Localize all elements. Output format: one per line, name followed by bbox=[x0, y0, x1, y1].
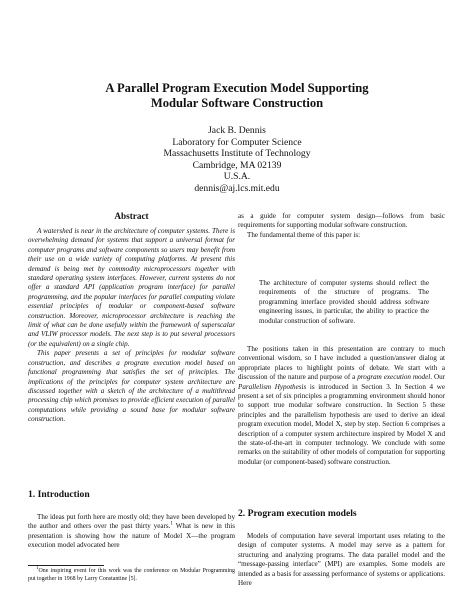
intro-continuation: as a guide for computer system design—follows from basic requirements for supporting modular software construction. bbox=[238, 212, 445, 230]
abstract-heading: Abstract bbox=[114, 211, 149, 221]
paper-title bbox=[0, 81, 474, 111]
section-2-paragraph: Models of computation have several important uses relating to the design of computer systems. A model may serve as a pattern for structuring and analyzing programs. The data parallel model and the “message-passing interface” (MPI) are examples. Some models are intended as a basis for assessing performance of systems or applications. Here bbox=[238, 532, 445, 588]
footnote-reference: 1 bbox=[170, 522, 173, 528]
author-country: U.S.A. bbox=[223, 171, 251, 183]
abstract-paragraph-2: This paper presents a set of principles for modular software construction, and describes a program execution model based on functional programming that satisfies the set of principles. The implications of the principles for computer system architecture are discussed together with a sketch of the architecture of a multithread processing chip which promises to provide efficient execution of parallel computations while providing a sound base for modular software construction. bbox=[28, 349, 235, 424]
author-email: dennis@aj.lcs.mit.edu bbox=[194, 182, 280, 194]
footnote bbox=[28, 568, 235, 584]
positions-emphasis-1: program execution model bbox=[357, 373, 431, 382]
author-city: Cambridge, MA 02139 bbox=[192, 159, 282, 171]
positions-text-b: . Our bbox=[430, 373, 445, 382]
theme-intro: The fundamental theme of this paper is: bbox=[247, 230, 361, 239]
theme-block-quote: The architecture of computer systems should reflect the requirements of the structure of programs. The programming interface provided should address software engineering issues, in particular, the ability to practice the modular construction of software. bbox=[259, 279, 429, 325]
footnote-text: One inspiring event for this work was the conference on Modular Programming put together in 1968 by Larry Constantine [5]. bbox=[28, 568, 235, 582]
right-column-intro bbox=[238, 212, 445, 240]
abstract-paragraph-1: A watershed is near in the architecture of computer systems. There is overwhelming demand for systems that support a universal format for computer programs and software components so users may benefit from their use on a wide variety of computing platforms. At present this demand is being met by commodity microprocessors together with standard operating system interfaces. However, current systems do not offer a standard API (application program interface) for parallel programming, and the popular interfaces for parallel computing violate essential principles of modular or component-based software construction. Moreover, microprocessor architecture is reaching the limit of what can be done usefully within the framework of superscalar and VLIW processor models. The next step is to put several processors (or the equivalent) on a single chip. bbox=[28, 227, 235, 348]
author-block bbox=[0, 125, 474, 195]
section-1-heading: 1. Introduction bbox=[28, 489, 90, 500]
positions-text-a: The positions taken in this presentation are contrary to much conventional wisdom, so I have included a question/answer dialog at appropriate places to highlight points of debate. We start with a discussion of the nature and purpose of a bbox=[238, 345, 445, 382]
footnote-paragraph bbox=[28, 568, 235, 584]
author-affiliation-2: Massachusetts Institute of Technology bbox=[163, 148, 311, 160]
positions-paragraph-block bbox=[238, 345, 445, 467]
author-affiliation-1: Laboratory for Computer Science bbox=[172, 136, 302, 148]
introduction-body bbox=[28, 513, 235, 551]
introduction-text-a: The ideas put forth here are mostly old; they have been developed by the author and others over the past thirty years. bbox=[28, 513, 235, 531]
title-line-2: Modular Software Construction bbox=[150, 96, 324, 110]
title-line-1: A Parallel Program Execution Model Supporting bbox=[105, 81, 369, 95]
footnote-mark: 1 bbox=[36, 566, 39, 572]
introduction-text-b: What is new in this presentation is showing how the nature of Model X—the program execution model advocated here bbox=[28, 522, 235, 550]
footnote-rule bbox=[28, 565, 104, 566]
author-name: Jack B. Dennis bbox=[208, 125, 266, 136]
section-2-body bbox=[238, 532, 445, 588]
positions-emphasis-2: Parallelism Hypothesis bbox=[238, 382, 307, 391]
positions-text-c: is introduced in Section 3. In Section 4 we present a set of six principles a programming environment should honor to support true modular software construction. In Section 5 these principles and the parallelism hypothesis are used to derive an ideal program execution model, Model X, step by step. Section 6 comprises a description of a computer system architecture inspired by Model X and the state-of-the-art in computer technology. We conclude with some remarks on the suitability of other models of computation for supporting modular (or component-based) software construction. bbox=[238, 382, 445, 466]
section-2-heading: 2. Program execution models bbox=[238, 508, 357, 519]
abstract-body bbox=[28, 227, 235, 425]
positions-paragraph bbox=[238, 345, 445, 467]
introduction-paragraph bbox=[28, 513, 235, 551]
